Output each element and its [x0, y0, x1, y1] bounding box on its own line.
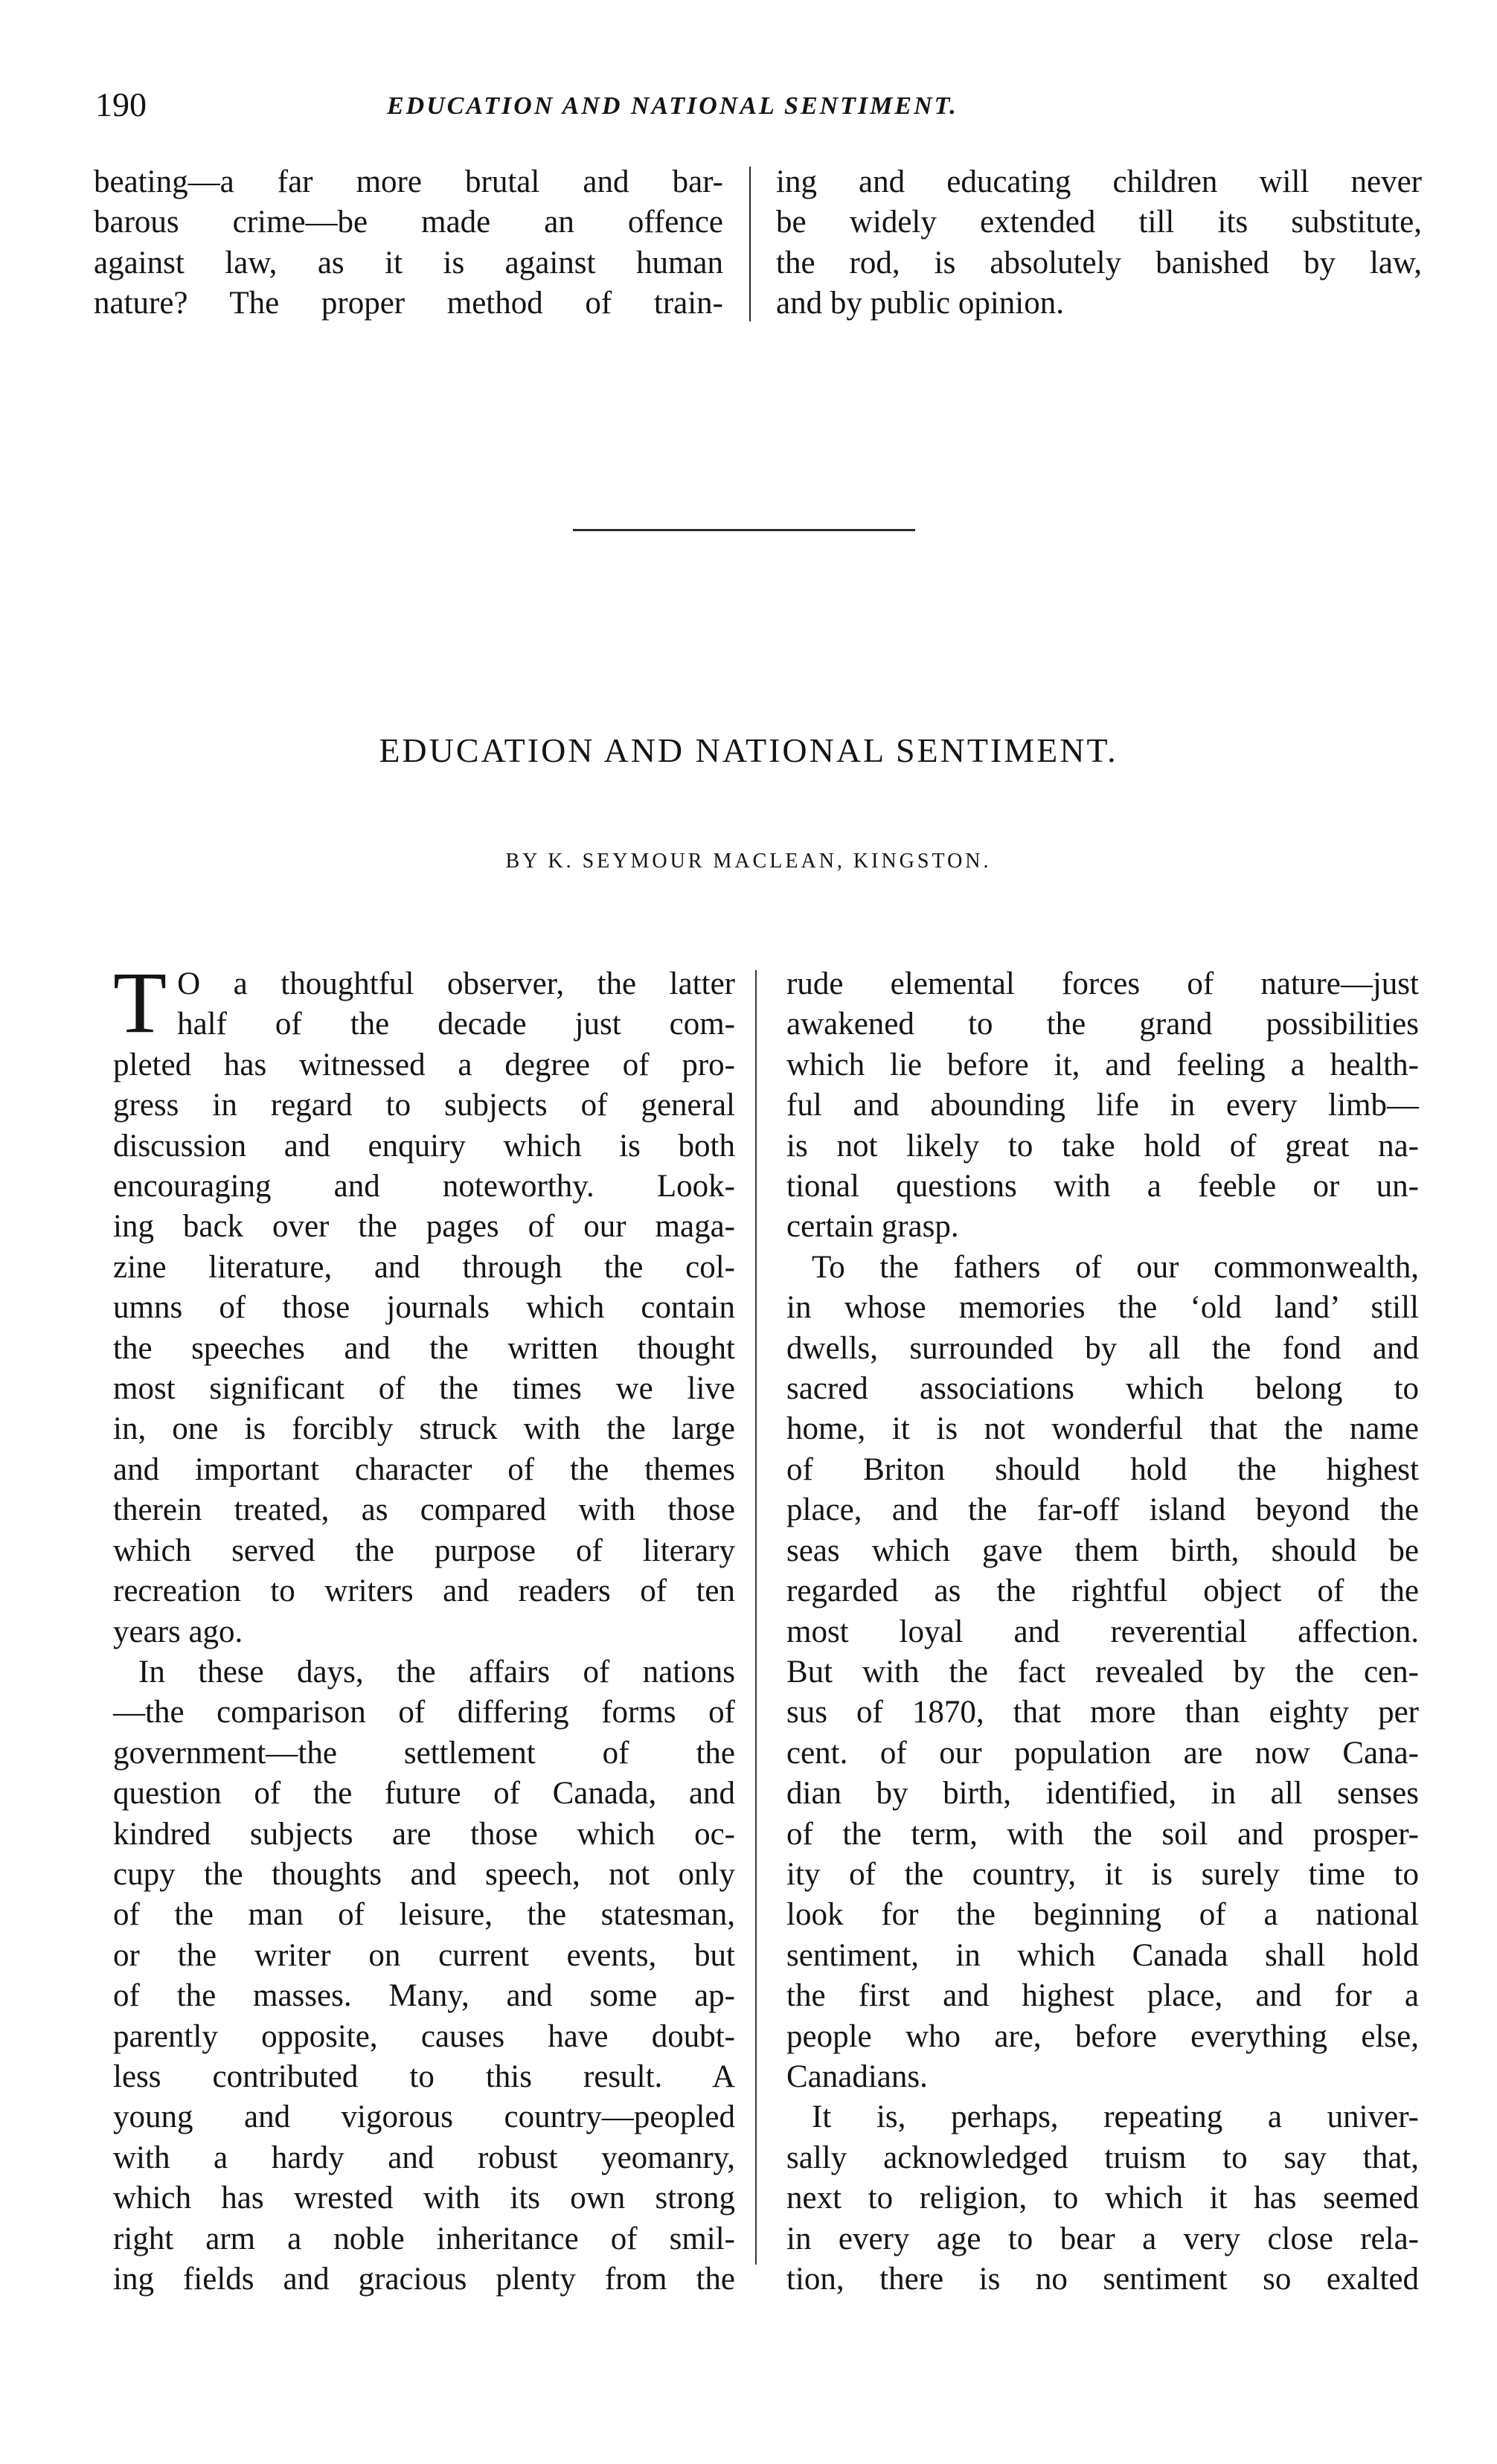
text-line: rude elemental forces of nature—just [786, 966, 1419, 1001]
text-line: or the writer on current events, but [113, 1937, 735, 1973]
text-line: ful and abounding life in every limb— [786, 1088, 1419, 1123]
text-line: ity of the country, it is surely time to [786, 1856, 1419, 1892]
text-line: next to religion, to which it has seemed [786, 2181, 1419, 2216]
text-line: government—the settlement of the [113, 1735, 735, 1771]
text-line: Canadians. [786, 2059, 928, 2094]
text-line: encouraging and noteworthy. Look- [113, 1169, 735, 1204]
text-line: less contributed to this result. A [113, 2059, 735, 2094]
text-line: which served the purpose of literary [113, 1533, 735, 1568]
text-line: gress in regard to subjects of general [113, 1088, 735, 1123]
text-line: kindred subjects are those which oc- [113, 1816, 735, 1852]
text-line: In these days, the affairs of nations [138, 1654, 735, 1690]
text-line: certain grasp. [786, 1209, 959, 1245]
text-line: right arm a noble inheritance of smil- [113, 2221, 735, 2256]
text-line: ing fields and gracious plenty from the [113, 2262, 735, 2297]
text-line: It is, perhaps, repeating a univer- [812, 2099, 1419, 2135]
text-line: in, one is forcibly struck with the large [113, 1411, 735, 1447]
text-line: regarded as the rightful object of the [786, 1573, 1419, 1609]
text-line: sentiment, in which Canada shall hold [786, 1937, 1419, 1973]
text-line: young and vigorous country—peopled [113, 2099, 735, 2135]
article-byline: BY K. SEYMOUR MACLEAN, KINGSTON. [505, 850, 992, 873]
page-number: 190 [95, 86, 147, 123]
text-line: in every age to bear a very close rela- [786, 2221, 1419, 2256]
text-line: and by public opinion. [776, 286, 1064, 321]
section-rule [573, 529, 915, 531]
text-line: of Briton should hold the highest [786, 1451, 1419, 1487]
text-line: cupy the thoughts and speech, not only [113, 1856, 735, 1892]
text-line: nature? The proper method of train- [94, 286, 723, 321]
text-line: half of the decade just com- [177, 1007, 735, 1042]
text-line: dwells, surrounded by all the fond and [786, 1330, 1419, 1366]
text-line: umns of those journals which contain [113, 1290, 735, 1326]
previous-article-left-column [94, 162, 723, 324]
column-divider-top [749, 167, 751, 321]
article-right-column [786, 964, 1419, 2300]
text-line: which has wrested with its own strong [113, 2181, 735, 2216]
text-line: discussion and enquiry which is both [113, 1128, 735, 1164]
text-line: pleted has witnessed a degree of pro- [113, 1047, 735, 1082]
text-line: the first and highest place, and for a [786, 1978, 1419, 2014]
article-title: EDUCATION AND NATIONAL SENTIMENT. [379, 731, 1118, 769]
text-line: home, it is not wonderful that the name [786, 1411, 1419, 1447]
text-line: zine literature, and through the col- [113, 1249, 735, 1285]
running-head: EDUCATION AND NATIONAL SENTIMENT. [387, 92, 958, 120]
text-line: look for the beginning of a national [786, 1897, 1419, 1933]
text-line: of the man of leisure, the statesman, [113, 1897, 735, 1933]
text-line: in whose memories the ‘old land’ still [786, 1290, 1419, 1326]
text-line: But with the fact revealed by the cen- [786, 1654, 1419, 1690]
text-line: the rod, is absolutely banished by law, [776, 245, 1422, 280]
drop-cap: T [113, 954, 167, 1051]
text-line: of the term, with the soil and prosper- [786, 1816, 1419, 1852]
text-line: awakened to the grand possibilities [786, 1007, 1419, 1042]
text-line: and important character of the themes [113, 1451, 735, 1487]
text-line: most significant of the times we live [113, 1371, 735, 1407]
text-line: sus of 1870, that more than eighty per [786, 1695, 1419, 1730]
text-line: people who are, before everything else, [786, 2018, 1419, 2054]
text-line: parently opposite, causes have doubt- [113, 2018, 735, 2054]
text-line: is not likely to take hold of great na- [786, 1128, 1419, 1164]
text-line: question of the future of Canada, and [113, 1776, 735, 1812]
text-line: —the comparison of differing forms of [113, 1695, 735, 1730]
text-line: seas which gave them birth, should be [786, 1533, 1419, 1568]
text-line: of the masses. Many, and some ap- [113, 1978, 735, 2014]
text-line: tion, there is no sentiment so exalted [786, 2262, 1419, 2297]
text-line: with a hardy and robust yeomanry, [113, 2140, 735, 2175]
text-line: against law, as it is against human [94, 245, 723, 280]
text-line: which lie before it, and feeling a health- [786, 1047, 1419, 1082]
text-line: most loyal and reverential affection. [786, 1614, 1419, 1649]
text-line: beating—a far more brutal and bar- [94, 164, 723, 199]
text-line: years ago. [113, 1614, 243, 1649]
text-line: sally acknowledged truism to say that, [786, 2140, 1419, 2175]
text-line: the speeches and the written thought [113, 1330, 735, 1366]
text-line: place, and the far-off island beyond the [786, 1492, 1419, 1528]
text-line: ing back over the pages of our maga- [113, 1209, 735, 1245]
text-line: be widely extended till its substitute, [776, 205, 1422, 240]
text-line: sacred associations which belong to [786, 1371, 1419, 1407]
text-line: therein treated, as compared with those [113, 1492, 735, 1528]
text-line: dian by birth, identified, in all senses [786, 1776, 1419, 1812]
article-left-column [113, 954, 735, 2300]
text-line: cent. of our population are now Cana- [786, 1735, 1419, 1771]
text-line: To the fathers of our commonwealth, [812, 1249, 1419, 1285]
text-line: recreation to writers and readers of ten [113, 1573, 735, 1609]
text-line: O a thoughtful observer, the latter [177, 966, 735, 1001]
text-line: barous crime—be made an offence [94, 205, 723, 240]
column-divider-bottom [755, 970, 757, 2265]
previous-article-right-column [776, 162, 1422, 324]
text-line: ing and educating children will never [776, 164, 1422, 199]
text-line: tional questions with a feeble or un- [786, 1169, 1419, 1204]
